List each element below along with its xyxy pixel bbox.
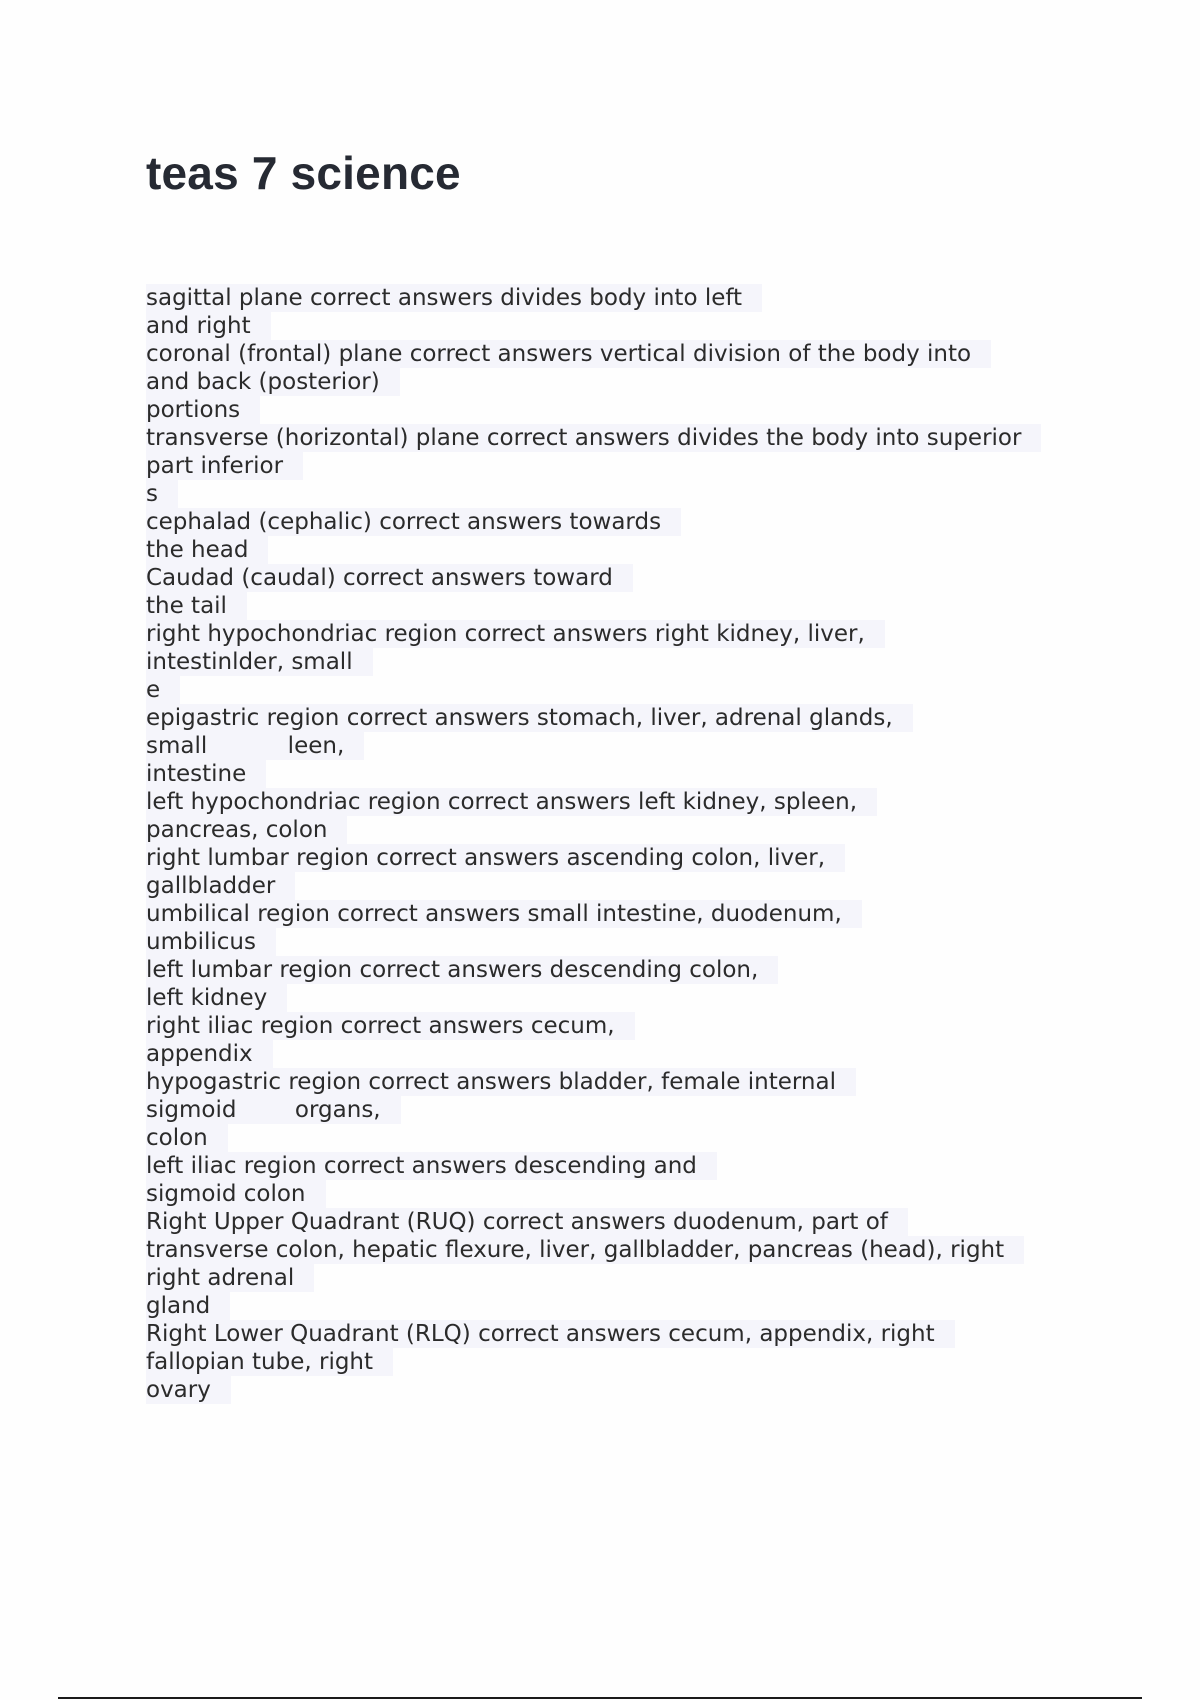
text-line: the tail <box>146 592 247 620</box>
text-line: intestine <box>146 760 266 788</box>
text-line: right lumbar region correct answers ascending colon, liver, <box>146 844 845 872</box>
document-title: teas 7 science <box>146 147 461 199</box>
text-line: Caudad (caudal) correct answers toward <box>146 564 633 592</box>
text-line: sigmoid colon <box>146 1180 326 1208</box>
text-line: and back (posterior) <box>146 368 400 396</box>
text-line: left iliac region correct answers descending and <box>146 1152 717 1180</box>
text-line: hypogastric region correct answers bladder, female internal <box>146 1068 856 1096</box>
text-line: gland <box>146 1292 230 1320</box>
text-line: part inferior <box>146 452 303 480</box>
text-line: ovary <box>146 1376 231 1404</box>
text-line: left hypochondriac region correct answers left kidney, spleen, <box>146 788 877 816</box>
text-line: Right Upper Quadrant (RUQ) correct answers duodenum, part of <box>146 1208 908 1236</box>
text-line: intestinlder, small <box>146 648 373 676</box>
text-line: transverse colon, hepatic flexure, liver, gallbladder, pancreas (head), right <box>146 1236 1024 1264</box>
footer-divider <box>58 1697 1142 1699</box>
text-line: and right <box>146 312 271 340</box>
text-line: the head <box>146 536 268 564</box>
text-line: epigastric region correct answers stomach, liver, adrenal glands, <box>146 704 913 732</box>
text-line: umbilical region correct answers small intestine, duodenum, <box>146 900 862 928</box>
text-line: transverse (horizontal) plane correct answers divides the body into superior <box>146 424 1041 452</box>
text-line: colon <box>146 1124 228 1152</box>
text-line: right adrenal <box>146 1264 314 1292</box>
text-line: e <box>146 676 180 704</box>
text-line: gallbladder <box>146 872 295 900</box>
text-line: right iliac region correct answers cecum, <box>146 1012 635 1040</box>
text-line: sagittal plane correct answers divides body into left <box>146 284 762 312</box>
text-line: left lumbar region correct answers descending colon, <box>146 956 778 984</box>
text-line: fallopian tube, right <box>146 1348 393 1376</box>
text-line: umbilicus <box>146 928 276 956</box>
text-line: pancreas, colon <box>146 816 347 844</box>
text-line: appendix <box>146 1040 273 1068</box>
text-line: portions <box>146 396 260 424</box>
text-line: cephalad (cephalic) correct answers towards <box>146 508 681 536</box>
text-line: s <box>146 480 178 508</box>
text-line: left kidney <box>146 984 287 1012</box>
text-line: right hypochondriac region correct answers right kidney, liver, <box>146 620 885 648</box>
flashcard-list <box>146 284 1096 1404</box>
text-line: coronal (frontal) plane correct answers vertical division of the body into <box>146 340 991 368</box>
text-line: sigmoid organs, <box>146 1096 401 1124</box>
text-line: Right Lower Quadrant (RLQ) correct answers cecum, appendix, right <box>146 1320 955 1348</box>
text-line: small leen, <box>146 732 364 760</box>
